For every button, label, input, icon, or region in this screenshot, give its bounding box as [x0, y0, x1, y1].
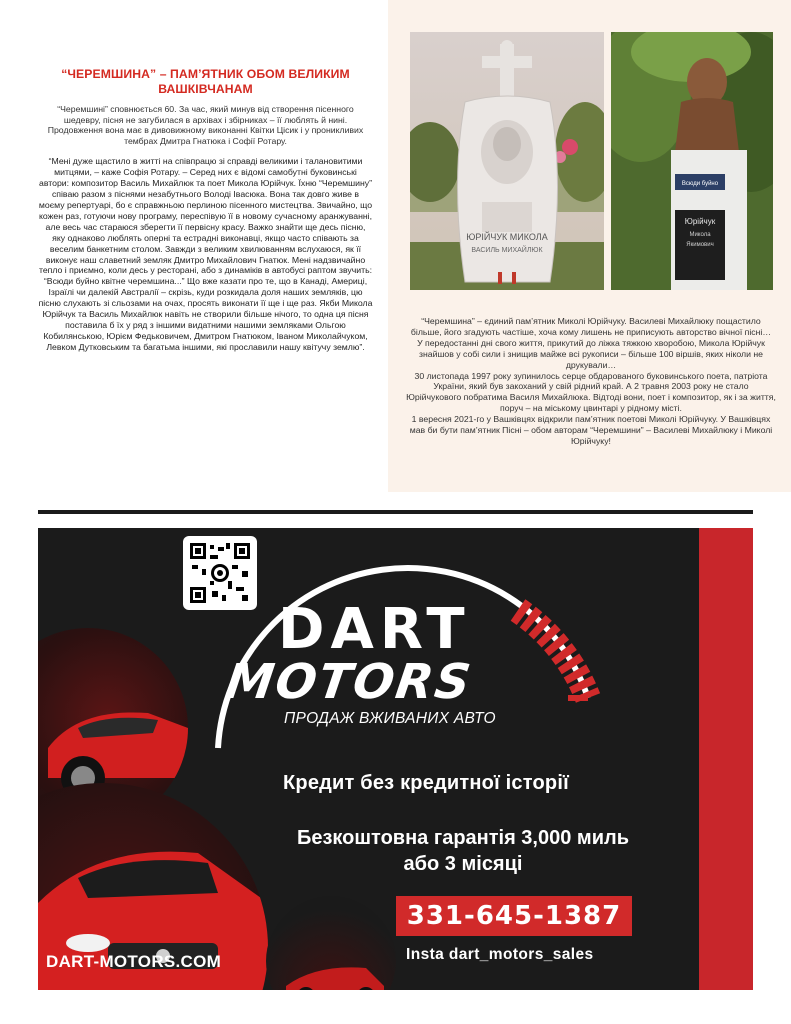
- ad-warranty-offer: Безкоштовна гарантія 3,000 миль або 3 місяці: [296, 827, 630, 875]
- right-paragraph: У передостанні дні свого життя, прикутий до ліжка тяжкою хворобою, Микола Юрійчук знайшов у собі сили і знищив майже всі рукописи – більше 100 віршів, яких ніколи не друкували…: [417, 337, 765, 370]
- qr-code[interactable]: [183, 536, 257, 610]
- ad-website-link[interactable]: DART-MOTORS.COM: [46, 952, 222, 971]
- car-photo-3: [266, 896, 396, 990]
- article-right-text: [405, 316, 777, 447]
- ad-instagram-handle[interactable]: Insta dart_motors_sales: [406, 946, 594, 963]
- pedestal-plate-text: Всюди буйно: [681, 181, 719, 187]
- right-paragraph: “Черемшина” – єдиний пам’ятник Миколі Юрійчуку. Василеві Михайлюку пощастило більше, його згадують частіше, хоча кому лишень не приписують авторство вічної пісні…: [410, 316, 772, 337]
- right-paragraph: 1 вересня 2021-го у Вашківцях відкрили пам’ятник поетові Миколі Юрійчуку. У Вашківцях мав би бути пам’ятник Пісні – обом авторам “Черемшини” – Василеві Михайлюку і Миколі Юрійчуку!: [409, 414, 773, 446]
- plaque-small-text: ВАСИЛЬ МИХАЙЛЮК: [471, 247, 543, 254]
- ad-tagline: ПРОДАЖ ВЖИВАНИХ АВТО: [284, 710, 496, 727]
- grave-monument-photo: [410, 32, 604, 290]
- sign-small: Якимович: [686, 242, 714, 248]
- brand-motors: MOTORS: [222, 654, 476, 710]
- brand-dart: DART: [278, 597, 471, 662]
- ad-phone-number[interactable]: 331-645-1387: [396, 896, 632, 936]
- right-paragraph: 30 листопада 1997 року зупинилось серце обдарованого буковинського поета, патріота України, який був закоханий у свій рідний край. А 2 травня 2003 року не стало Юрійчукового побратима Василя Михайлюка. Відтоді вони, поет і композитор, як і за життя, поруч – на міському цвинтарі у рідному місті.: [406, 370, 776, 414]
- sign-name: Микола: [689, 232, 711, 238]
- article-intro: “Черемшині” сповнюється 60. За час, який минув від створення пісенного шедевру, пісня не загубилася в архівах і збірниках – її люблять й нині. Продовження вона має в дивовижному виконанні Квітки Цісик і у проникливих тембрах Дмитра Гнатюка і Софії Ротару.: [47, 104, 364, 146]
- dart-motors-ad: [38, 528, 753, 990]
- plaque-text: ЮРІЙЧУК МИКОЛА: [466, 232, 548, 242]
- article-left-column: [38, 55, 373, 495]
- section-divider: [38, 510, 753, 514]
- article-quote: “Мені дуже щастило в житті на співпрацю зі справді великими і талановитими митцями, – каже Софія Ротару. – Серед них є відомі самобутні буковинські автори: композитор Василь Михайлюк та поет Микола Юрійчук. Їхню “Черемшину” співаю разом з піснями незабутнього Володі Івасюка. Вона так довго живе в моєму репертуарі, бо є справжньою перлиною пісенного мистецтва. Звичайно, що кожен раз, готуючи нову програму, переспівую її в новому сучасному аранжуванні, але весь час стараюся зберегти її первісну красу. Важко знайти ще десь пісню, яку однаково люблять оперні та естрадні виконавці, якщо часто співають за веселим банкетним столом. Завжди з великим хвилюванням вслухаюся, як її виконує наш славетний земляк Дмитро Михайлович Гнатюк. Мені надзвичайно тепло і приємно, коли десь у ресторані, або з динаміків в автобусі раптом звучить: “Всюди буйно квітне черемшина...” Що вже казати про те, що в Канаді, Америці, Ізраїлі чи далекій Австралії – скрізь, куди розкидала доля наших земляків, цю пісню слухають зі сльозами на очах, просять виконати її ще і ще раз. Якби Микола Юрійчук та Василь Михайлюк навіть не створили більше нічого, то одна ця пісня поставила б їх у ряд з іншими видатними нашими земляками Ольгою Кобилянською, Юрієм Федьковичем, Дмитром Гнатюком, Іваном Миколайчуком, Левком Дутковським та багатьма іншими, які прославили нашу квітучу землю”.: [38, 156, 373, 352]
- ad-red-stripe: [699, 528, 753, 990]
- ad-credit-offer: Кредит без кредитної історії: [283, 772, 569, 794]
- article-headline: “ЧЕРЕМШИНА” – ПАМ’ЯТНИК ОБОМ ВЕЛИКИМ ВАШКІВЧАНАМ: [61, 67, 350, 96]
- sign-title: Юрійчук: [684, 217, 716, 226]
- bust-monument-photo: [611, 32, 773, 290]
